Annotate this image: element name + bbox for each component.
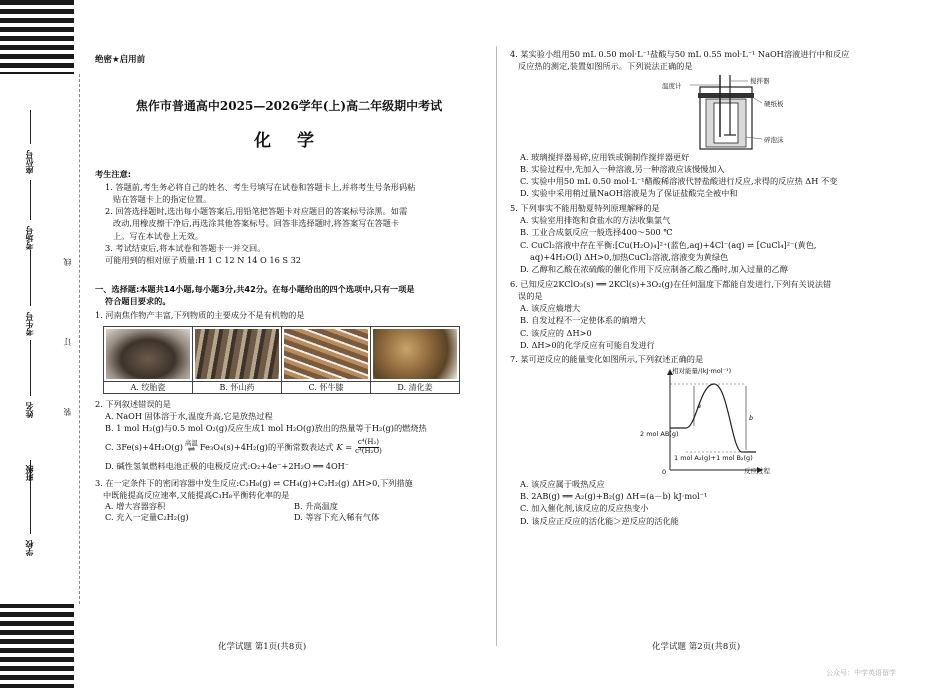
k-numerator: c⁴(H₂) [357,438,380,447]
field-candidate-line [30,250,31,306]
field-school: 学校 [25,540,34,556]
q6-option-b: B. 自发过程不一定使体系的熵增大 [520,315,646,326]
q1-image-cell [371,326,460,381]
q1-image-table [103,326,460,394]
field-class: 班级 [25,465,34,481]
q4-option-a: A. 玻璃搅拌器易碎,应用铁或铜制作搅拌器更好 [520,151,690,162]
q1-option-b: B. 怀山药 [193,381,282,393]
section-heading-cont: 符合题目要求的。 [105,295,171,306]
page-footer-left: 化学试题 第1页(共8页) [218,642,307,652]
cardboard-cover [698,93,754,98]
q5-option-c-cont: aq)+4H₂O(l) ΔH>0,加热CuCl₂溶液,溶液变为黄绿色 [530,251,729,262]
field-name-line [30,340,31,396]
q4-stem-cont: 反应热的测定,装置如图所示。下列说法正确的是 [518,61,693,72]
q4-option-b: B. 实验过程中,先加入一种溶液,另一种溶液应该慢慢加入 [520,163,725,174]
q5-option-b: B. 工业合成氨反应一般选择400～500 ℃ [520,227,673,238]
q2-c-right: Fe₃O₄(s)+4H₂(g)的平衡常数表达式 [199,442,334,453]
binding-dashed-line [79,74,80,604]
q2-c-k: K = [336,442,353,453]
note-line: 3. 考试结束后,将本试卷和答题卡一并交回。 [105,243,266,254]
note-line: 2. 回答选择题时,选出每小题答案后,用铅笔把答题卡对应题目的答案标号涂黑。如需 [105,206,408,217]
calorimeter-figure [510,73,908,151]
origin-label: 0 [662,467,667,476]
q3-options-row [95,512,483,523]
note-line: 贴在答题卡上的指定位置。 [113,193,212,204]
q5-option-a: A. 实验室用排饱和食盐水的方法收集氯气 [520,215,671,226]
field-seat-no: 座位号 [25,150,34,174]
equilibrium-arrow-icon: ⇌ [187,445,196,456]
field-room-line [30,180,31,220]
q7-option-a: A. 该反应属于吸热反应 [520,478,605,489]
q1-stem: 1. 河南焦作物产丰富,下列物质的主要成分不是有机物的是 [95,310,305,321]
field-candidate-no: 考生号 [25,312,34,336]
bind-mark-bind: 装 [63,408,72,416]
q5-option-d: D. 乙醇和乙酸在浓硫酸的催化作用下反应制备乙酸乙酯时,加入过量的乙醇 [520,264,788,275]
q1-option-a: A. 绞胎瓷 [104,381,193,393]
q2-option-b: B. 1 mol H₂(g)与0.5 mol O₂(g)反应生成1 mol H₂O(g)放出的热量等于H₂(g)的燃烧热 [105,423,427,434]
q1-option-c: C. 怀牛膝 [282,381,371,393]
q6-stem-cont: 误的是 [518,290,543,301]
watermark: 公众号：中学英语留学 [826,669,896,677]
q1-image-cell [104,326,193,381]
reaction-condition [185,440,198,456]
k-fraction [355,439,382,455]
product-label: 1 mol A₂(g)+1 mol B₂(g) [674,453,753,462]
q1-option-d: D. 清化姜 [371,381,460,393]
atomic-masses: 可能用到的相对原子质量:H 1 C 12 N 14 O 16 S 32 [105,255,302,266]
x-axis-label: 反应过程 [744,466,770,475]
q4-option-d: D. 实验中采用稍过量NaOH溶液是为了保证盐酸完全被中和 [520,188,738,199]
note-line: 1. 答题前,考生务必将自己的姓名、考生号填写在试卷和答题卡上,并将考生号条形码粘 [105,181,416,192]
energy-diagram [510,366,908,478]
q7-stem: 7. 某可逆反应的能量变化如图所示,下列叙述正确的是 [510,354,704,365]
field-room-no: 考场号 [25,226,34,250]
q2-c-left: C. 3Fe(s)+4H₂O(g) [105,442,183,453]
energy-curve [670,384,756,452]
q7-option-d: D. 该反应正反应的活化能＞逆反应的活化能 [520,515,679,526]
label-foam: 碎泡沫 [764,135,784,144]
q3-option-c: C. 充入一定量C₂H₂(g) [105,512,189,523]
q7-option-b: B. 2AB(g) ══ A₂(g)+B₂(g) ΔH=(a－b) kJ·mol⁻¹ [520,490,708,501]
achyranthes-photo [284,329,368,379]
right-column [510,46,908,527]
section-heading: 一、选择题:本题共14小题,每小题3分,共42分。在每小题给出的四个选项中,只有一项是 [95,283,415,294]
column-divider [496,46,497,646]
q1-image-cell [282,326,371,381]
field-seat-line [30,110,31,144]
q2-stem: 2. 下列叙述错误的是 [95,398,171,409]
q6-option-c: C. 该反应的 ΔH>0 [520,327,592,338]
q3-option-d: D. 等容下充入稀有气体 [294,512,380,523]
subject-title: 化 学 [254,130,324,151]
q2-option-a: A. NaOH 固体溶于水,温度升高,它是放热过程 [105,410,273,421]
secret-label: 绝密★启用前 [95,55,146,65]
q7-option-c: C. 加入催化剂,该反应的反应热变小 [520,503,649,514]
q2-option-d: D. 碱性氢氧燃料电池正极的电极反应式:O₂+4e⁻+2H₂O ══ 4OH⁻ [105,461,350,472]
energy-b-label: b [749,413,754,422]
q6-option-d: D. ΔH>0的化学反应有可能自发进行 [520,340,655,351]
ginger-photo [373,329,457,379]
k-denominator: c⁴(H₂O) [355,446,382,455]
q5-option-c: C. CuCl₂溶液中存在平衡:[Cu(H₂O)₄]²⁺(蓝色,aq)+4Cl⁻(aq) ⇌ [CuCl₄]²⁻(黄色, [520,239,817,250]
exam-title: 焦作市普通高中2025—2026学年(上)高二年级期中考试 [135,98,443,113]
condition-text: 高温 [184,438,198,447]
energy-a-label: a [697,401,701,410]
inner-beaker [714,103,738,143]
q6-option-a: A. 该反应熵增大 [520,303,581,314]
calorimeter-diagram [510,73,908,151]
bind-mark-line: 线 [63,258,72,266]
note-line: 上。写在本试卷上无效。 [113,230,204,241]
label-thermometer: 温度计 [662,81,682,90]
q3-option-b: B. 升高温度 [294,501,338,512]
note-line: 改动,用橡皮擦干净后,再选涂其他答案标号。回答非选择题时,将答案写在答题卡 [113,218,400,229]
notes-heading: 考生注意: [95,169,132,180]
reactant-label: 2 mol AB(g) [640,429,679,438]
q4-stem: 4. 某实验小组用50 mL 0.50 mol·L⁻¹盐酸与50 mL 0.55 mol·L⁻¹ NaOH溶液进行中和反应 [510,49,850,59]
leader-line [752,97,762,103]
bind-mark-staple: 订 [63,338,72,346]
y-axis-label: 相对能量/(kJ·mol⁻¹) [672,366,732,375]
page-footer-right: 化学试题 第2页(共8页) [652,642,741,652]
q3-stem: 3. 在一定条件下的密闭容器中发生反应:C₃H₈(g) ⇌ CH₄(g)+C₂H₂(g) ΔH>0,下列措施 [95,477,413,488]
q1-image-cell [193,326,282,381]
q5-stem: 5. 下列事实不能用勒夏特列原理解释的是 [510,202,660,213]
label-cardboard: 硬纸板 [764,99,784,108]
q2-option-c [95,434,483,460]
q4-option-c: C. 实验中用50 mL 0.50 mol·L⁻¹醋酸稀溶液代替盐酸进行反应,求得的反应热 ΔH 不变 [520,176,838,187]
field-name: 姓名 [25,402,34,418]
q3-options-row [95,501,483,512]
left-column [95,46,483,523]
yam-photo [195,329,279,379]
q3-option-a: A. 增大容器容积 [105,501,166,512]
label-stirrer: 搅拌器 [750,76,770,85]
q6-stem: 6. 已知反应2KClO₃(s) ══ 2KCl(s)+3O₂(g)在任何温度下都能自发进行,下列有关说法错 [510,278,832,289]
porcelain-photo [106,329,190,379]
q3-stem-cont: 中既能提高反应速率,又能提高C₃H₈平衡转化率的是 [103,490,290,500]
